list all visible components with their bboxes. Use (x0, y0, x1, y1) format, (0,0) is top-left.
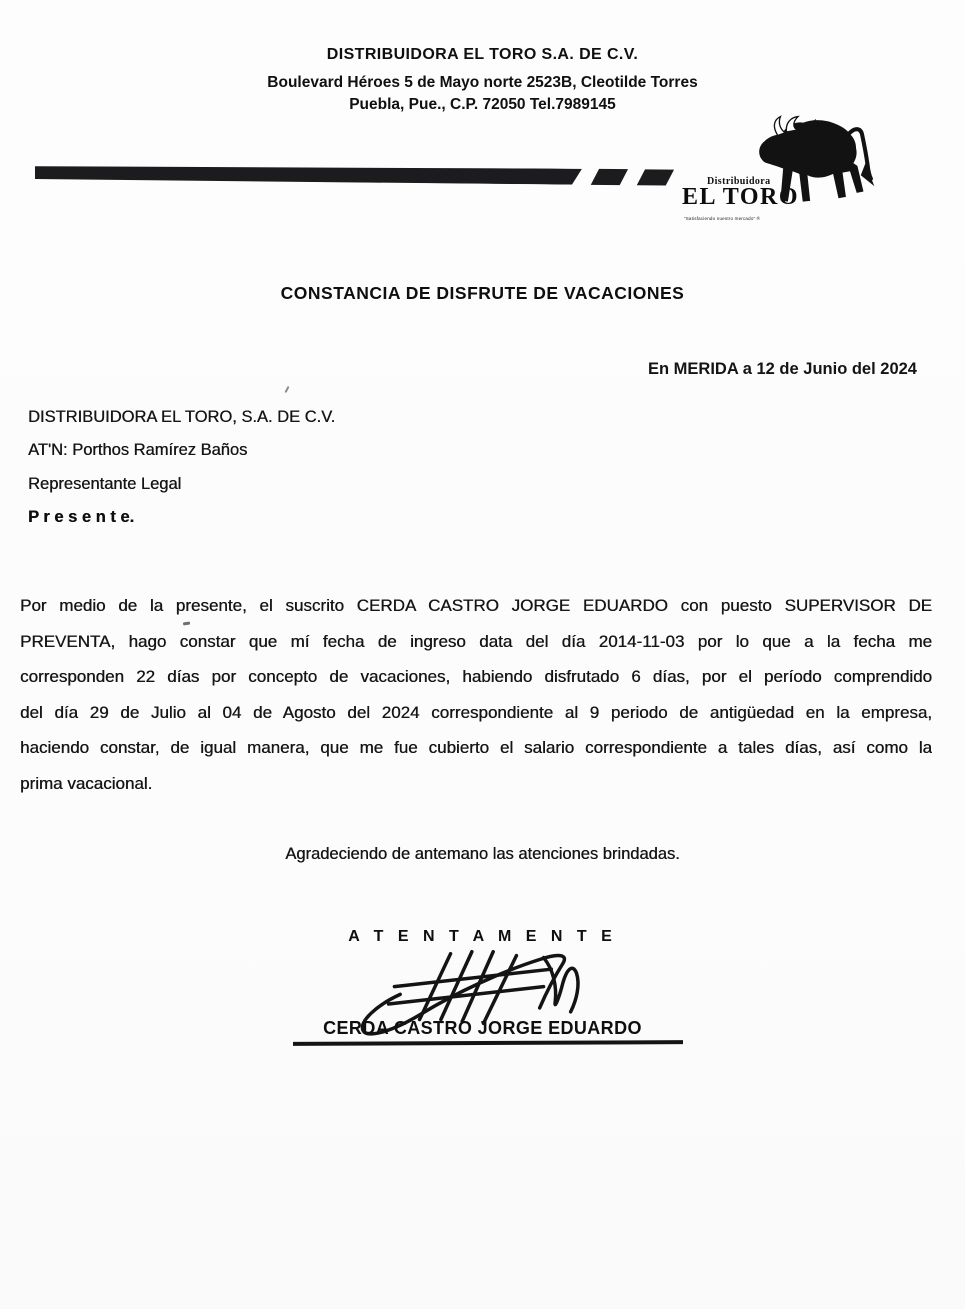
letterhead-company-name: DISTRIBUIDORA EL TORO S.A. DE C.V. (326, 46, 639, 63)
logo-brand-name: EL TORO (682, 184, 799, 210)
body-line: prima vacacional. (20, 773, 153, 793)
recipient-block (28, 408, 335, 542)
recipient-company: DISTRIBUIDORA EL TORO, S.A. DE C.V. (28, 408, 336, 426)
body-line: haciendo constar, de igual manera, que me fue cubierto el salario correspondiente a tales días, así como la (20, 738, 932, 758)
body-line: PREVENTA, hago constar que mí fecha de ingreso data del día 2014-11-03 por lo que a la fecha me (20, 631, 932, 651)
body-line: del día 29 de Julio al 04 de Agosto del 2024 correspondiente al 9 periodo de antigüedad en la empresa, (20, 702, 932, 722)
bull-logo-icon (744, 114, 879, 219)
body-line: Por medio de la presente, el suscrito CERDA CASTRO JORGE EDUARDO con puesto SUPERVISOR DE (20, 596, 932, 615)
logo-brand-top: Distribuidora (707, 176, 771, 187)
salutation-atentamente: A T E N T A M E N T E (348, 928, 617, 945)
recipient-presente: P r e s e n t e. (28, 508, 135, 527)
body-line: corresponden 22 días por concepto de vacaciones, habiendo disfrutado 6 días, por el período comprendido (20, 667, 932, 687)
decorative-stripe (35, 162, 715, 190)
date-line: En MERIDA a 12 de Junio del 2024 (648, 360, 917, 378)
document-title: CONSTANCIA DE DISFRUTE DE VACACIONES (280, 283, 685, 303)
letterhead-address-line1: Boulevard Héroes 5 de Mayo norte 2523B, Cleotilde Torres (267, 74, 698, 91)
signature-rule-line (293, 1040, 683, 1045)
closing-line: Agradeciendo de antemano las atenciones brindadas. (285, 845, 680, 863)
stripe-bar (35, 164, 582, 185)
stripe-block-1 (591, 169, 628, 185)
logo-tagline: “Satisfaciendo nuestro mercado” ® (684, 216, 761, 221)
scan-speck (284, 386, 289, 393)
recipient-attention: AT'N: Porthos Ramírez Baños (28, 441, 248, 460)
body-paragraph (20, 588, 932, 802)
signatory-name: CERDA CASTRO JORGE EDUARDO (323, 1018, 642, 1038)
recipient-role: Representante Legal (28, 474, 182, 493)
letterhead-address-line2: Puebla, Pue., C.P. 72050 Tel.7989145 (349, 96, 616, 113)
stripe-block-2 (637, 169, 674, 185)
